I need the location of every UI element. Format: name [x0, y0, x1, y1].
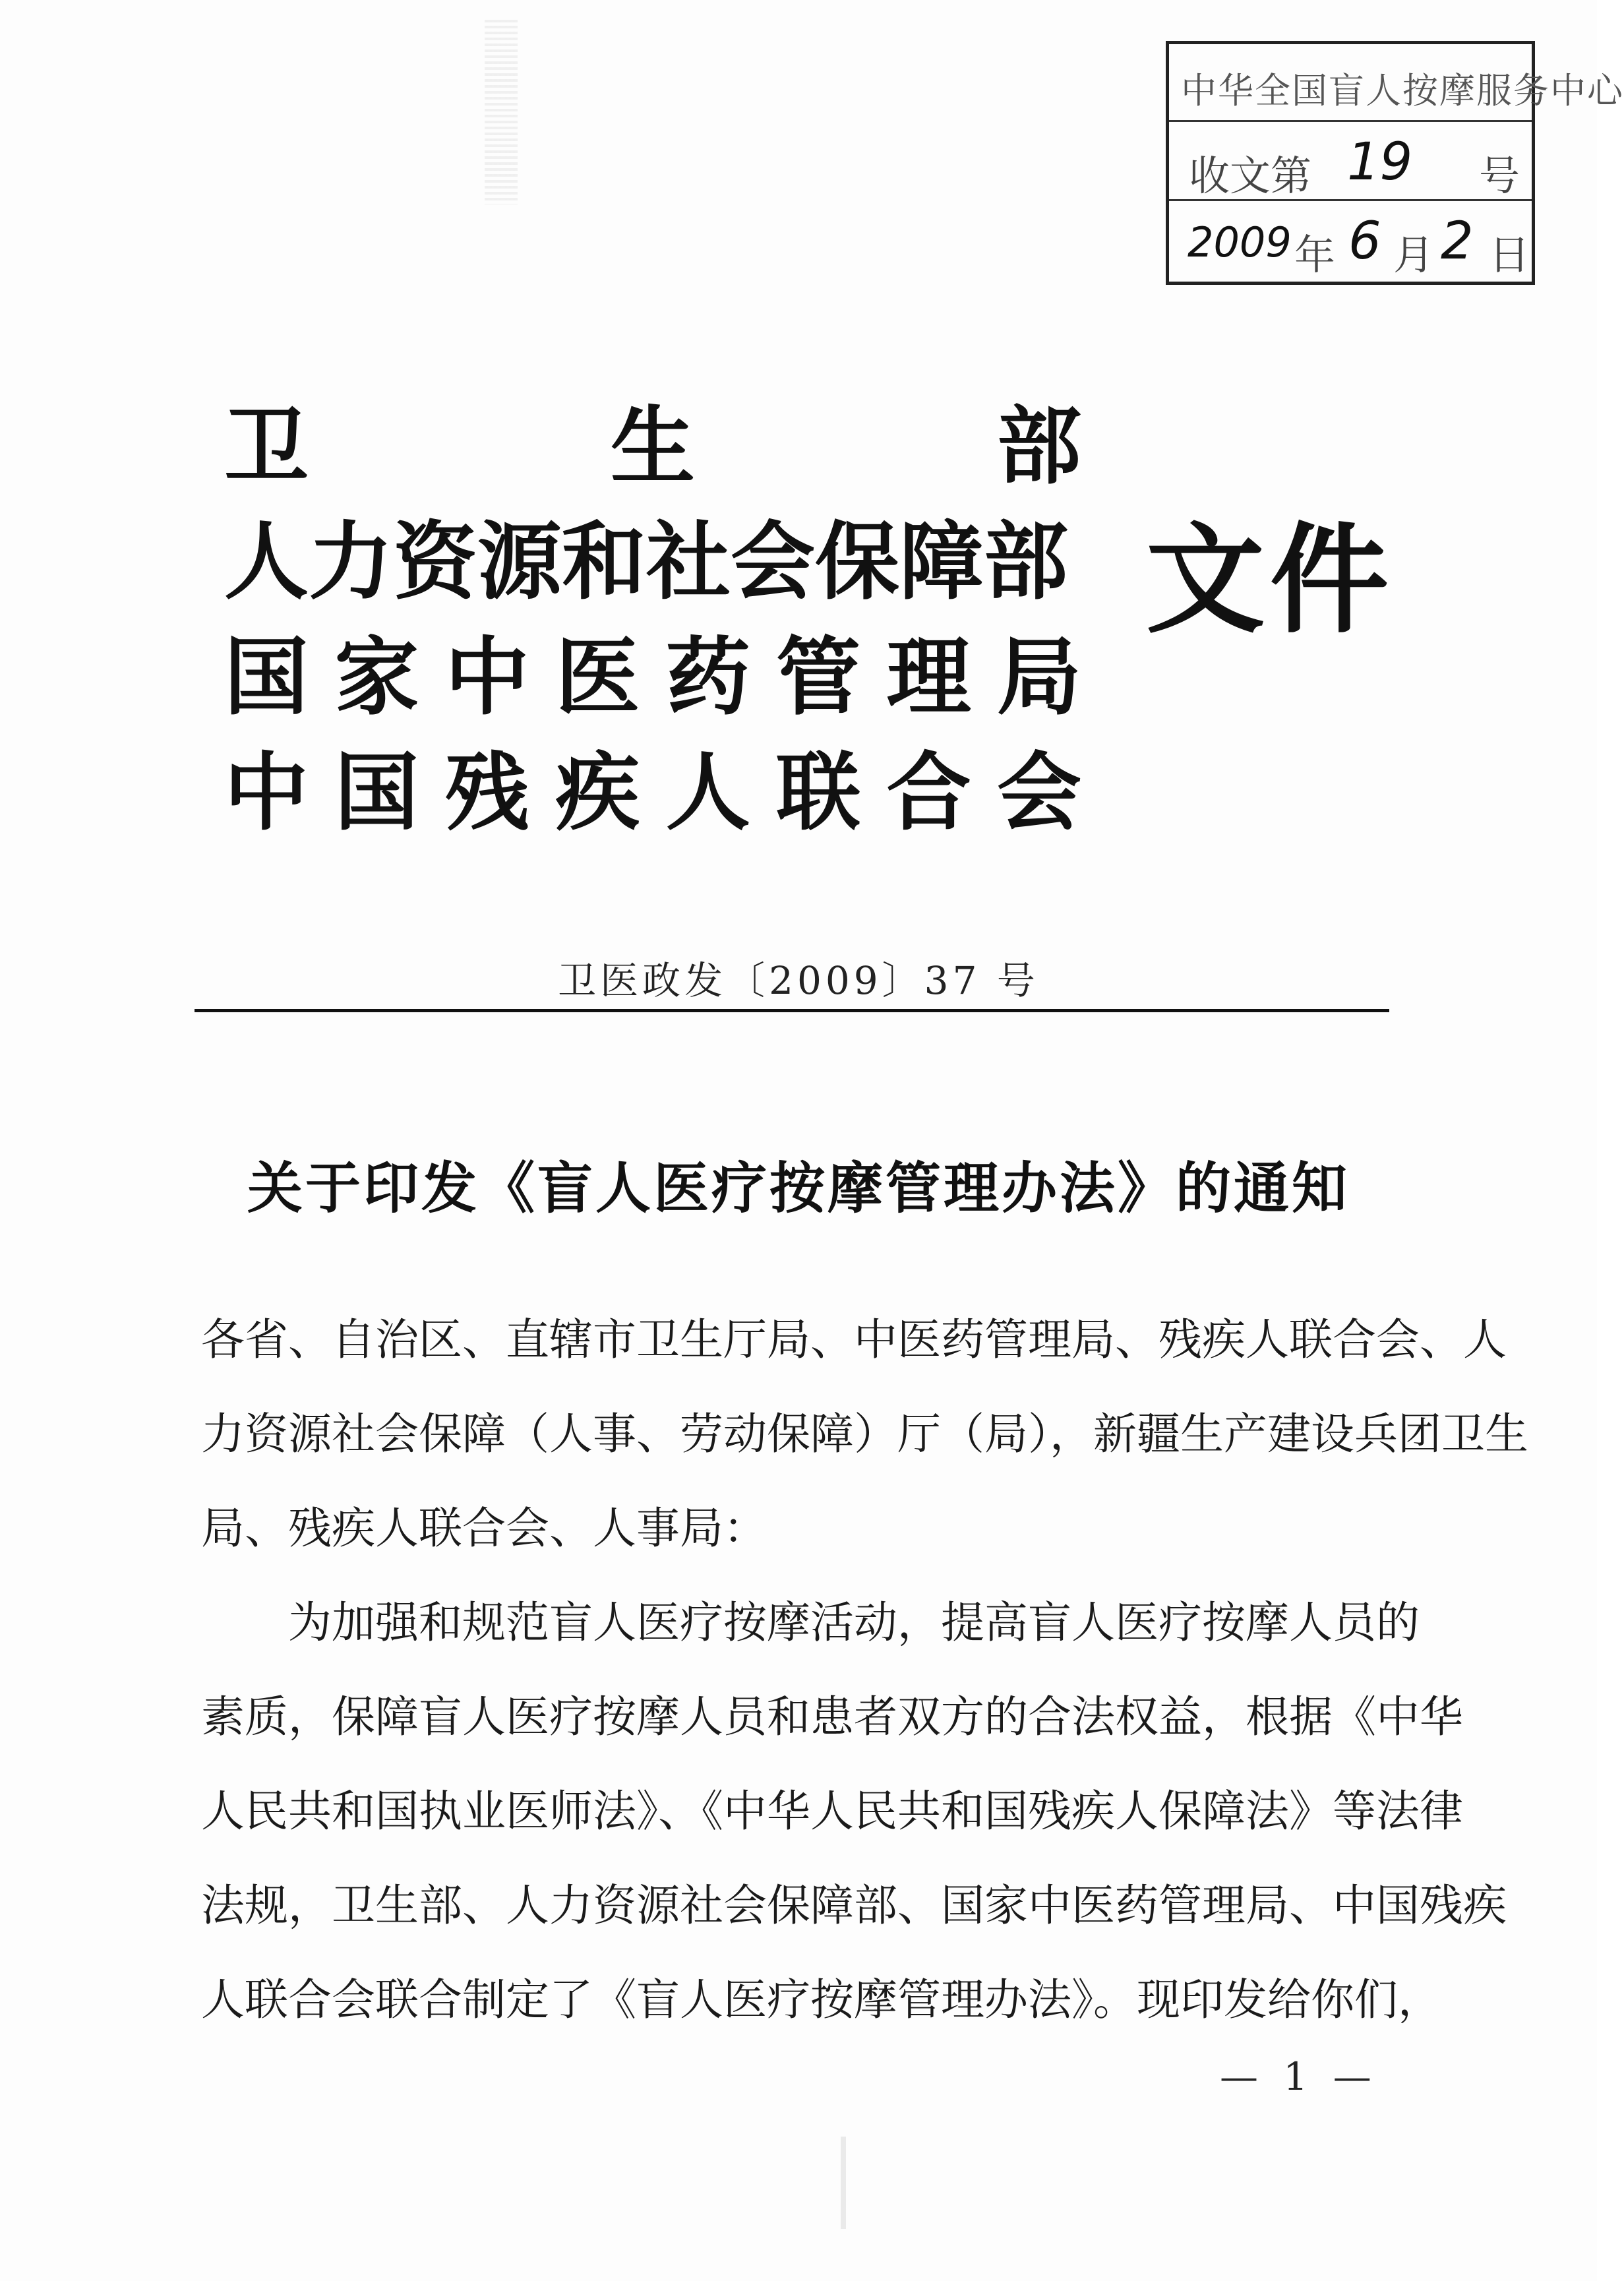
- document-number: 卫医政发〔2009〕37 号: [558, 958, 1039, 1003]
- page-number: — 1 —: [1220, 2054, 1378, 2099]
- authority-char: 医: [555, 628, 640, 727]
- authority-char: 疾: [555, 743, 640, 842]
- receipt-stamp: [1166, 41, 1624, 285]
- body-line: 素质，保障盲人医疗按摩人员和患者双方的合法权益，根据《中华: [201, 1691, 1463, 1742]
- stamp-row-org: [1169, 44, 1624, 122]
- authority-char: 联: [776, 743, 861, 842]
- stamp-month: 6: [1348, 212, 1381, 271]
- body-line: 力资源社会保障（人事、劳动保障）厅（局），新疆生产建设兵团卫生: [201, 1409, 1528, 1459]
- authority-line-1: [224, 389, 1081, 504]
- authority-char: 合: [886, 743, 971, 842]
- authority-char: 中: [444, 628, 529, 727]
- body-line: 各省、自治区、直辖市卫生厅局、中医药管理局、残疾人联合会、人: [201, 1314, 1507, 1365]
- authority-name: 人力资源和社会保障部: [224, 512, 1069, 611]
- body-line: 人联合会联合制定了《盲人医疗按摩管理办法》。现印发给你们，: [201, 1974, 1441, 2025]
- stamp-received-label: 收文第: [1189, 152, 1312, 200]
- scan-artifact: [485, 20, 518, 204]
- body-line: 为加强和规范盲人医疗按摩活动，提高盲人医疗按摩人员的: [201, 1597, 1420, 1648]
- issuing-authorities: [224, 389, 1081, 851]
- stamp-hao-label: 号: [1479, 152, 1520, 200]
- document-type-label: 文件: [1146, 510, 1395, 650]
- stamp-nian-label: 年: [1294, 231, 1336, 279]
- authority-char: 国: [334, 743, 419, 842]
- stamp-row-date: [1169, 202, 1532, 280]
- stamp-day: 2: [1441, 212, 1474, 271]
- body-line: 法规，卫生部、人力资源社会保障部、国家中医药管理局、中国残疾: [201, 1880, 1507, 1931]
- authority-char: 药: [665, 628, 750, 727]
- stamp-row-number: [1169, 123, 1532, 201]
- authority-char: 管: [776, 628, 861, 727]
- authority-char: 理: [886, 628, 971, 727]
- stamp-ri-label: 日: [1489, 231, 1530, 279]
- authority-char: 残: [444, 743, 529, 842]
- authority-char: 部: [996, 397, 1081, 496]
- body-line: 局、残疾人联合会、人事局：: [201, 1503, 767, 1554]
- document-body: [201, 1293, 1528, 2047]
- authority-line-2: [224, 504, 1081, 620]
- authority-char: 会: [996, 743, 1081, 842]
- authority-char: 家: [334, 628, 419, 727]
- body-line: 人民共和国执业医师法》、《中华人民共和国残疾人保障法》等法律: [201, 1786, 1463, 1837]
- authority-line-4: [224, 735, 1081, 851]
- stamp-year: 2009: [1188, 218, 1292, 266]
- stamp-org: 中华全国盲人按摩服务中心: [1181, 70, 1624, 111]
- authority-char: 卫: [224, 397, 309, 496]
- authority-char: 中: [224, 743, 309, 842]
- scan-artifact: [841, 2137, 846, 2229]
- stamp-yue-label: 月: [1393, 231, 1435, 279]
- document-title: 关于印发《盲人医疗按摩管理办法》的通知: [247, 1155, 1350, 1221]
- authority-char: 局: [996, 628, 1081, 727]
- authority-char: 人: [665, 743, 750, 842]
- authority-char: 国: [224, 628, 309, 727]
- stamp-received-number: 19: [1347, 133, 1413, 192]
- authority-char: 生: [610, 397, 695, 496]
- authority-line-3: [224, 620, 1081, 735]
- header-divider: [195, 1009, 1389, 1012]
